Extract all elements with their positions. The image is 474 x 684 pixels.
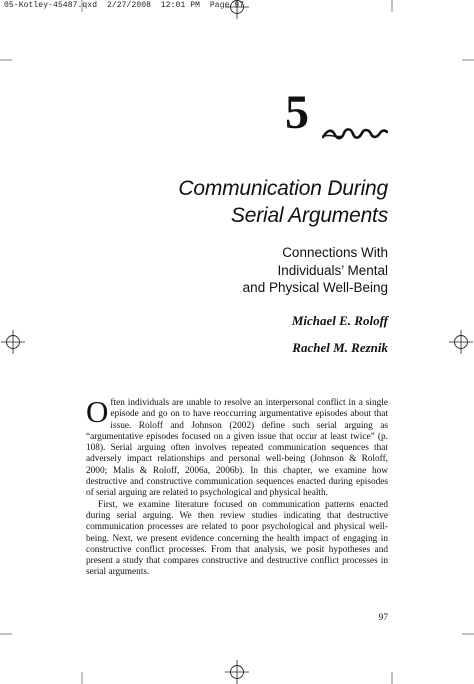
printer-header [4, 1, 244, 10]
body-paragraph: First, we examine literature focused on communication patterns enacted during serial arguing. We then review studies indicating that destructive communication processes are related to poor psychological and physical well-being. Next, we present evidence concerning the health impact of engaging in constructive conflict processes. From that analysis, we posit hypotheses and present a study that compares constructive and destructive conflict processes in serial arguments. [86, 499, 388, 578]
registration-mark-icon [225, 660, 249, 684]
chapter-subtitle-line: Individuals’ Mental [277, 262, 388, 278]
body-paragraph [86, 394, 388, 500]
chapter-subtitle [243, 244, 388, 297]
chapter-title-line: Serial Arguments [230, 204, 388, 227]
chapter-title-line: Communication During [178, 177, 388, 200]
registration-mark-icon [1, 330, 25, 354]
page-number: 97 [378, 613, 388, 623]
author-name: Rachel M. Reznik [292, 340, 388, 355]
author-name: Michael E. Roloff [291, 313, 388, 328]
print-page-label: Page 97 [209, 1, 245, 10]
print-date: 2/27/2008 [106, 1, 152, 10]
body-paragraph-text: ften individuals are unable to resolve an interpersonal conflict in a single episode and go on to have reoccurring argumentative episodes about that issue. Roloff and Johnson (2002) define such serial arguing as “argumentative episodes focused on a given issue that occur at least twice” (p. 108). Serial arguing often involves repeated communication sequences that adversely impact relationships and personal well-being (Johnson & Roloff, 2000; Malis & Roloff, 2006a, 2006b). In this chapter, we examine how destructive and constructive communication sequences enacted during episodes of serial arguing are related to psychological and physical health. [86, 398, 388, 499]
print-file-name: 05-Kotley-45487.qxd [4, 1, 98, 10]
drop-cap: O [86, 394, 109, 429]
chapter-body [86, 394, 388, 579]
chapter-subtitle-line: and Physical Well-Being [242, 280, 388, 295]
registration-mark-icon [225, 0, 249, 19]
chapter-ornament-icon [322, 125, 388, 141]
chapter-number: 5 [285, 86, 309, 139]
print-time: 12:01 PM [160, 1, 201, 10]
chapter-subtitle-line: Connections With [282, 245, 388, 260]
chapter-title [178, 175, 388, 229]
registration-mark-icon [449, 330, 473, 354]
